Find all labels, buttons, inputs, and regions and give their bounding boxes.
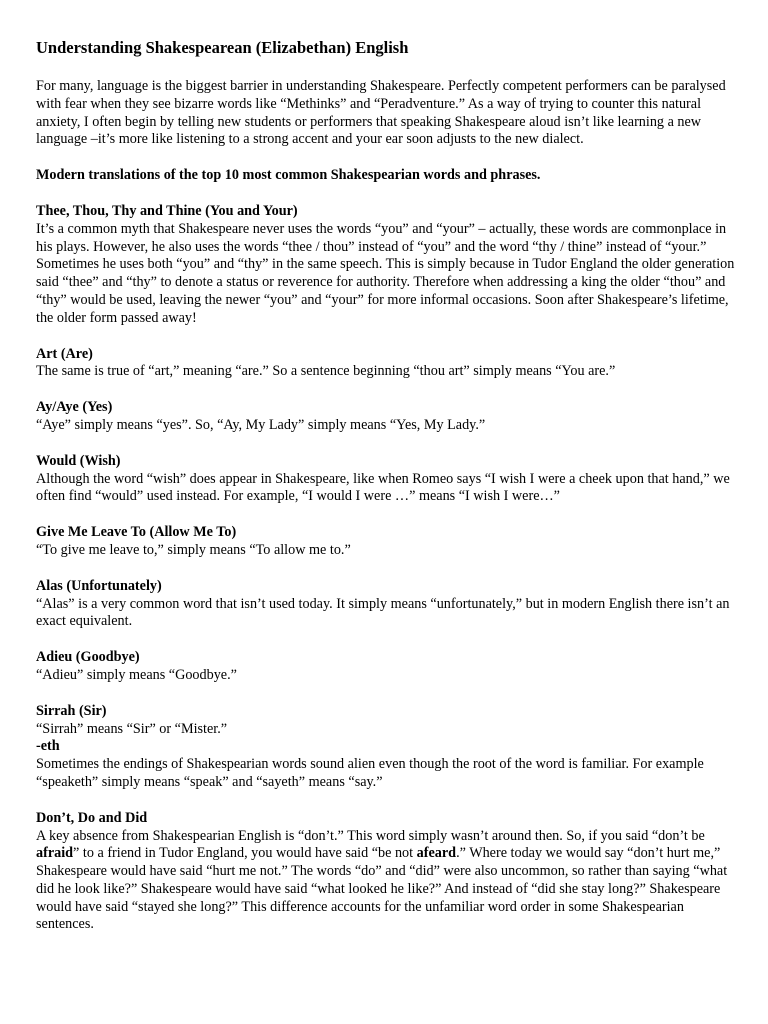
section-heading: Give Me Leave To (Allow Me To) [36,524,237,541]
section-heading: Ay/Aye (Yes) [36,399,113,416]
section-heading: Alas (Unfortunately) [36,577,162,594]
section-adieu [36,649,736,685]
section-heading: Don’t, Do and Did [36,809,148,826]
section-aye [36,399,736,435]
section-would [36,453,736,506]
body-text: .” Where today we would say “don’t hurt me,” Shakespeare would have said “hurt me not.” The words “do” and “did” were also uncommon, so rather than saying “what did he look like?” Shakespeare would have said “what looked he like?” And instead of “did she stay long?” Shakespeare would have said “stayed she long?” This difference accounts for the unfamiliar word order in some Shakespearian sentences. [36,845,728,933]
document-title: Understanding Shakespearean (Elizabethan) English [36,38,409,57]
document-page [36,38,736,952]
section-heading: Art (Are) [36,345,93,362]
section-thee-thou [36,203,736,328]
section-dont-do-did [36,810,736,935]
section-body: “Adieu” simply means “Goodbye.” [36,666,237,683]
section-body: The same is true of “art,” meaning “are.” So a sentence beginning “thou art” simply means “You are.” [36,363,616,380]
section-heading: Sirrah (Sir) [36,702,107,719]
section-heading: Thee, Thou, Thy and Thine (You and Your) [36,202,298,219]
section-body: “To give me leave to,” simply means “To allow me to.” [36,541,351,558]
section-sirrah [36,703,736,792]
section-heading: Would (Wish) [36,452,121,469]
section-body [36,828,736,935]
eth-subheading: -eth [36,738,60,755]
section-alas [36,578,736,631]
intro-paragraph: For many, language is the biggest barrier in understanding Shakespeare. Perfectly competent performers can be paralysed with fear when they see bizarre words like “Methinks” and “Peradventure.” As a way of trying to counter this natural anxiety, I often begin by telling new students or performers that speaking Shakespeare aloud isn’t like learning a new language –it’s more like listening to a strong accent and your ear soon adjusts to the new dialect. [36,78,726,148]
body-text: ” to a friend in Tudor England, you would have said “be not [73,845,417,862]
section-body: “Sirrah” means “Sir” or “Mister.” [36,720,228,737]
section-body: “Alas” is a very common word that isn’t used today. It simply means “unfortunately,” but in modern English there isn’t an exact equivalent. [36,595,730,630]
bold-word-afeard: afeard [416,845,457,862]
section-art [36,346,736,382]
list-heading: Modern translations of the top 10 most common Shakespearian words and phrases. [36,167,541,184]
section-give-me-leave [36,524,736,560]
eth-body: Sometimes the endings of Shakespearian words sound alien even though the root of the word is familiar. For example “speaketh” simply means “speak” and “sayeth” means “say.” [36,756,704,790]
bold-word-afraid: afraid [36,845,74,862]
section-body: It’s a common myth that Shakespeare never uses the words “you” and “your” – actually, these words are commonplace in his plays. However, he also uses the words “thee / thou” instead of “you” and the word “thy / thine” instead of “your.” Sometimes he uses both “you” and “thy” in the same speech. This is simply because in Tudor England the older generation said “thee” and “thy” to denote a status or reverence for authority. Therefore when addressing a king the older “thou” and “thy” would be used, leaving the newer “you” and “your” for more informal occasions. Soon after Shakespeare’s lifetime, the older form passed away! [36,220,735,326]
section-heading: Adieu (Goodbye) [36,649,140,666]
section-body: Although the word “wish” does appear in Shakespeare, like when Romeo says “I wish I were a cheek upon that hand,” we often find “would” used instead. For example, “I would I were …” means “I wish I were…” [36,470,730,505]
body-text: A key absence from Shakespearian English is “don’t.” This word simply wasn’t around then. So, if you said “don’t be [36,827,705,844]
section-body: “Aye” simply means “yes”. So, “Ay, My Lady” simply means “Yes, My Lady.” [36,416,486,433]
